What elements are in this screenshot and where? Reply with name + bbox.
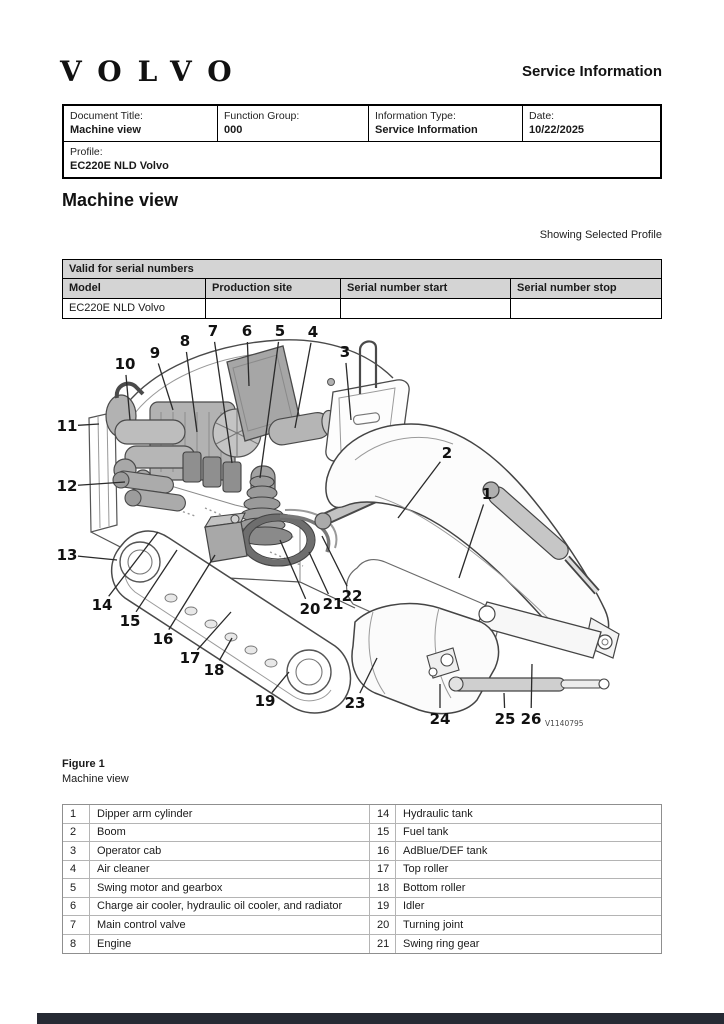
part-name: Idler [395, 898, 661, 917]
callout-number-10: 10 [114, 355, 136, 373]
callout-number-25: 25 [494, 710, 516, 728]
callout-number-1: 1 [481, 485, 493, 503]
serial-col-1: Production site [205, 279, 340, 298]
serial-col-0: Model [69, 282, 101, 294]
profile-label: Profile: [70, 146, 103, 158]
part-number: 5 [63, 879, 89, 898]
callout-number-11: 11 [56, 417, 78, 435]
part-number: 18 [369, 879, 395, 898]
serial-table-title: Valid for serial numbers [63, 260, 661, 278]
figure-label: Figure 1 [62, 758, 105, 770]
figure-caption [62, 757, 129, 787]
figure-watermark: V1140795 [545, 719, 584, 728]
callout-number-26: 26 [520, 710, 542, 728]
part-name: Hydraulic tank [395, 805, 661, 824]
adblue-tank [205, 513, 247, 562]
part-name: Engine [89, 935, 369, 954]
part-name: Turning joint [395, 916, 661, 935]
callout-number-22: 22 [341, 587, 363, 605]
callout-number-17: 17 [179, 649, 201, 667]
callout-number-3: 3 [339, 343, 351, 361]
callout-number-5: 5 [274, 322, 286, 340]
part-name: Boom [89, 824, 369, 843]
figure-caption-text: Machine view [62, 773, 129, 785]
callout-number-8: 8 [179, 332, 191, 350]
serial-value-1 [205, 299, 340, 318]
callout-number-19: 19 [254, 692, 276, 710]
callout-leader-26 [531, 664, 532, 708]
callout-number-21: 21 [322, 595, 344, 613]
part-name: Operator cab [89, 842, 369, 861]
part-name: Bottom roller [395, 879, 661, 898]
volvo-logo: VOLVO [60, 55, 248, 88]
part-number: 20 [369, 916, 395, 935]
doc-info-cell-1: Function Group: 000 [217, 106, 368, 141]
part-name: Swing ring gear [395, 935, 661, 954]
part-number: 2 [63, 824, 89, 843]
serial-value-0: EC220E NLD Volvo [69, 302, 165, 314]
part-name: Swing motor and gearbox [89, 879, 369, 898]
serial-value-2 [340, 299, 510, 318]
bucket [352, 604, 499, 714]
document-info-row [64, 106, 660, 141]
part-name: Air cleaner [89, 861, 369, 880]
callout-number-24: 24 [429, 710, 451, 728]
serial-col-3: Serial number stop [510, 279, 660, 298]
serial-value-3 [510, 299, 660, 318]
part-number: 8 [70, 937, 77, 950]
bottom-dark-bar [37, 1013, 724, 1024]
page-title: Machine view [62, 190, 179, 210]
excavator-diagram [55, 320, 675, 740]
part-number: 15 [369, 824, 395, 843]
part-number: 7 [63, 916, 89, 935]
callout-number-12: 12 [56, 477, 78, 495]
doc-info-cell-3: Date: 10/22/2025 [522, 106, 660, 141]
part-number: 14 [369, 805, 395, 824]
doc-info-cell-0: Document Title: Machine view [70, 110, 143, 136]
part-number: 6 [63, 898, 89, 917]
callout-number-20: 20 [299, 600, 321, 618]
parts-legend-table [62, 804, 662, 954]
machine-view-figure [55, 320, 675, 740]
serial-table-row [63, 298, 661, 318]
profile-row [64, 141, 660, 177]
callout-number-9: 9 [149, 344, 161, 362]
part-number: 1 [63, 805, 89, 824]
part-name: Fuel tank [395, 824, 661, 843]
callout-number-6: 6 [241, 322, 253, 340]
part-number: 21 [369, 935, 395, 954]
showing-selected-profile-note: Showing Selected Profile [539, 229, 662, 241]
callout-number-23: 23 [344, 694, 366, 712]
part-number: 16 [369, 842, 395, 861]
part-number: 19 [369, 898, 395, 917]
part-number: 17 [369, 861, 395, 880]
part-name: Charge air cooler, hydraulic oil cooler, and radiator [89, 898, 369, 917]
callout-number-14: 14 [91, 596, 113, 614]
callout-number-2: 2 [441, 444, 453, 462]
part-name: Dipper arm cylinder [89, 805, 369, 824]
callout-leader-22 [322, 536, 347, 586]
part-name: Main control valve [89, 916, 369, 935]
sprocket-wheel [120, 542, 160, 582]
serial-col-2: Serial number start [340, 279, 510, 298]
callout-number-13: 13 [56, 546, 78, 564]
callout-leader-20 [280, 540, 306, 599]
idler-wheel [287, 650, 331, 694]
serial-table-header [63, 278, 661, 298]
callout-leader-13 [78, 556, 117, 560]
callout-leader-25 [504, 693, 505, 708]
callout-number-18: 18 [203, 661, 225, 679]
part-name: Top roller [395, 861, 661, 880]
bucket-cylinder [449, 677, 609, 691]
service-information-label: Service Information [521, 63, 662, 80]
part-name: AdBlue/DEF tank [395, 842, 661, 861]
callout-number-16: 16 [152, 630, 174, 648]
callout-number-7: 7 [207, 322, 219, 340]
part-number: 3 [63, 842, 89, 861]
part-number: 4 [63, 861, 89, 880]
doc-info-cell-2: Information Type: Service Information [368, 106, 522, 141]
profile-value: EC220E NLD Volvo [70, 160, 169, 172]
callout-number-4: 4 [307, 323, 319, 341]
callout-number-15: 15 [119, 612, 141, 630]
serial-numbers-table [62, 259, 662, 319]
document-info-table [62, 104, 662, 179]
